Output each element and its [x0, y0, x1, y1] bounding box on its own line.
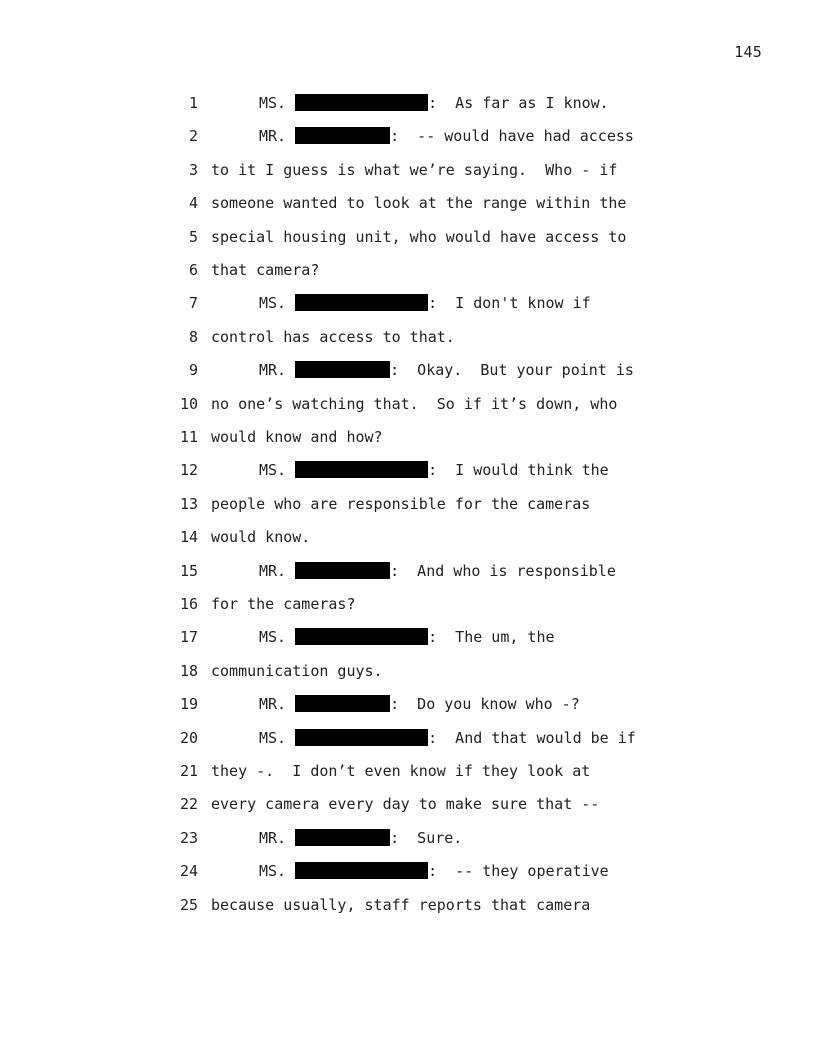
- line-number: 15: [179, 561, 198, 580]
- line-number: 19: [179, 695, 198, 714]
- line-text: [211, 191, 626, 215]
- spoken-text: someone wanted to look at the range within the: [211, 194, 627, 213]
- spoken-text: : As far as I know.: [428, 94, 609, 112]
- redaction-box: [295, 695, 390, 712]
- speaker-title: MR.: [259, 127, 287, 146]
- line-number: 4: [188, 194, 198, 213]
- line-number: 7: [188, 294, 198, 313]
- line-number: 20: [179, 728, 198, 747]
- line-text: [259, 859, 609, 883]
- spoken-text: : And who is responsible: [390, 561, 616, 580]
- line-number: 24: [179, 862, 198, 881]
- spoken-text: for the cameras?: [211, 595, 356, 613]
- line-text: [259, 726, 636, 750]
- redaction-box: [295, 294, 428, 311]
- spoken-text: that camera?: [211, 261, 320, 279]
- spoken-text: control has access to that.: [211, 327, 455, 346]
- line-text: [259, 625, 555, 649]
- speaker-title: MS.: [259, 94, 287, 112]
- spoken-text: would know.: [211, 528, 311, 547]
- line-text: [211, 525, 310, 549]
- line-number: 12: [179, 461, 198, 480]
- line-text: [211, 893, 590, 917]
- redaction-box: [295, 461, 428, 478]
- line-text: [211, 392, 617, 416]
- line-text: [211, 592, 356, 616]
- spoken-text: : Do you know who -?: [390, 695, 580, 714]
- line-text: [259, 124, 634, 148]
- line-number: 14: [179, 528, 198, 547]
- line-text: [211, 325, 455, 349]
- spoken-text: they -. I don’t even know if they look at: [211, 762, 591, 780]
- line-number: 18: [179, 661, 198, 680]
- line-number: 9: [188, 361, 198, 380]
- line-number: 6: [188, 261, 198, 279]
- spoken-text: would know and how?: [211, 428, 383, 446]
- speaker-title: MR.: [259, 828, 287, 847]
- line-text: [259, 358, 634, 382]
- spoken-text: : I don't know if: [428, 294, 591, 313]
- page-number: 145: [734, 43, 762, 61]
- line-text: [211, 492, 590, 516]
- speaker-title: MR.: [259, 695, 287, 714]
- line-text: [259, 826, 462, 850]
- speaker-title: MS.: [259, 461, 287, 480]
- line-number: 17: [179, 628, 198, 647]
- speaker-title: MS.: [259, 862, 287, 881]
- redaction-box: [295, 862, 428, 879]
- line-text: [211, 792, 599, 816]
- line-number: 22: [179, 795, 198, 814]
- line-number: 3: [188, 160, 198, 179]
- line-number: 25: [179, 895, 198, 914]
- line-number: 16: [179, 595, 198, 613]
- redaction-box: [295, 361, 390, 378]
- spoken-text: communication guys.: [211, 661, 383, 680]
- spoken-text: to it I guess is what we’re saying. Who - if: [211, 160, 618, 179]
- redaction-box: [295, 127, 390, 144]
- line-text: [211, 158, 617, 182]
- line-text: [211, 425, 383, 449]
- line-text: [259, 458, 609, 482]
- spoken-text: : -- they operative: [428, 862, 609, 881]
- line-number: 10: [179, 394, 198, 413]
- line-number: 13: [179, 494, 198, 513]
- line-number: 8: [188, 327, 198, 346]
- spoken-text: : -- would have had access: [390, 127, 634, 146]
- redaction-box: [295, 628, 428, 645]
- spoken-text: : And that would be if: [428, 728, 636, 747]
- redaction-box: [295, 94, 428, 111]
- spoken-text: no one’s watching that. So if it’s down, who: [211, 394, 618, 413]
- line-text: [211, 659, 383, 683]
- line-number: 2: [188, 127, 198, 146]
- speaker-title: MR.: [259, 361, 287, 380]
- line-number: 5: [188, 227, 198, 246]
- redaction-box: [295, 562, 390, 579]
- spoken-text: special housing unit, who would have access to: [211, 227, 627, 246]
- speaker-title: MS.: [259, 728, 287, 747]
- line-number: 1: [188, 94, 198, 112]
- line-text: [211, 225, 626, 249]
- spoken-text: : Okay. But your point is: [390, 361, 634, 380]
- speaker-title: MS.: [259, 628, 287, 647]
- spoken-text: : I would think the: [428, 461, 609, 480]
- line-text: [211, 759, 590, 783]
- line-text: [259, 559, 616, 583]
- line-number: 21: [179, 762, 198, 780]
- speaker-title: MR.: [259, 561, 287, 580]
- spoken-text: people who are responsible for the cameras: [211, 494, 591, 513]
- redaction-box: [295, 829, 390, 846]
- spoken-text: because usually, staff reports that camera: [211, 895, 591, 914]
- line-text: [259, 692, 580, 716]
- line-text: [259, 291, 591, 315]
- speaker-title: MS.: [259, 294, 287, 313]
- line-number: 23: [179, 828, 198, 847]
- spoken-text: : The um, the: [428, 628, 555, 647]
- line-text: [259, 91, 609, 115]
- redaction-box: [295, 729, 428, 746]
- spoken-text: : Sure.: [390, 828, 463, 847]
- spoken-text: every camera every day to make sure that --: [211, 795, 600, 814]
- line-number: 11: [179, 428, 198, 446]
- line-text: [211, 258, 319, 282]
